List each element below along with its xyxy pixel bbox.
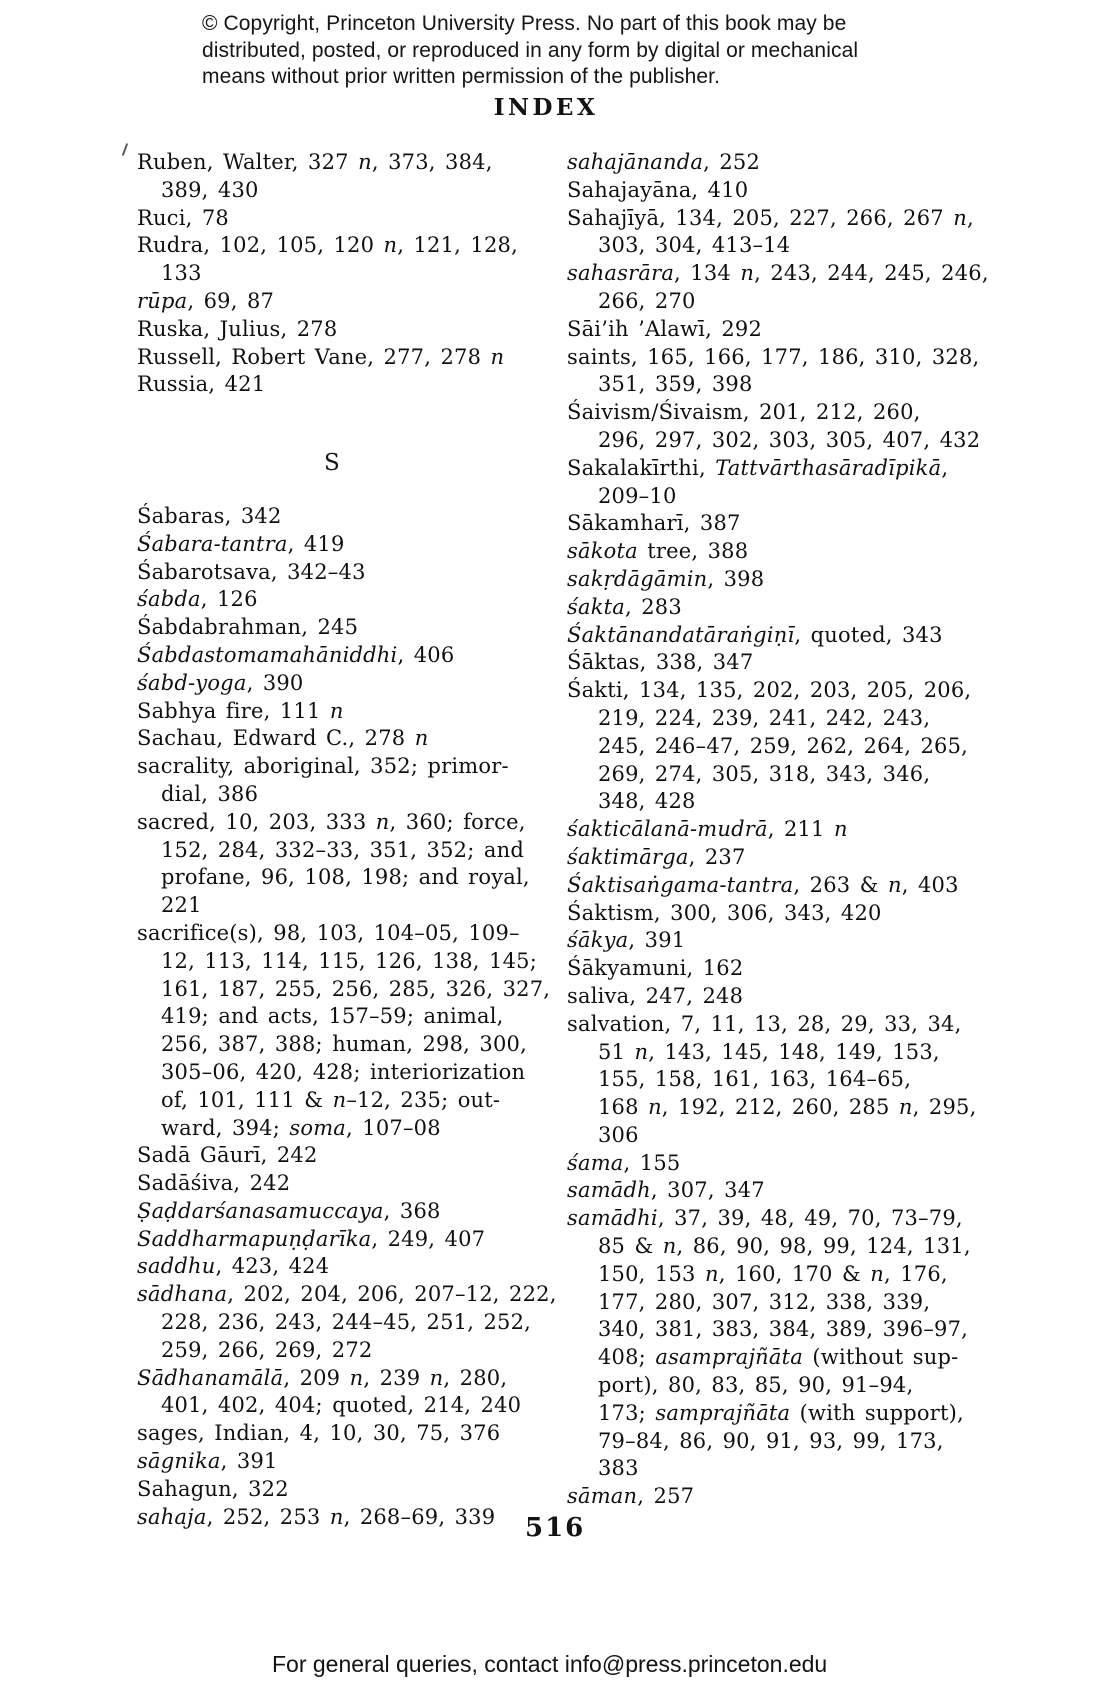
index-line: sāgnika, 391 bbox=[137, 1449, 278, 1474]
index-line: Śaktisaṅgama-tantra, 263 & n, 403 bbox=[567, 872, 959, 897]
index-line: saints, 165, 166, 177, 186, 310, 328, bbox=[567, 344, 980, 369]
index-line: samādh, 307, 347 bbox=[567, 1178, 765, 1203]
index-column-right bbox=[567, 149, 997, 1511]
index-line: 408; asamprajñāta (without sup- bbox=[598, 1345, 959, 1370]
index-line: 256, 387, 388; human, 298, 300, bbox=[161, 1032, 527, 1057]
index-line: Sadā Gāurī, 242 bbox=[137, 1143, 318, 1168]
index-line: śākya, 391 bbox=[567, 928, 686, 953]
index-line: 259, 266, 269, 272 bbox=[161, 1337, 373, 1362]
index-line: Russell, Robert Vane, 277, 278 n bbox=[137, 344, 505, 369]
index-line: Sakalakīrthi, Tattvārthasāradīpikā, bbox=[567, 455, 949, 480]
index-line: 351, 359, 398 bbox=[598, 372, 753, 397]
index-line: Śākyamuni, 162 bbox=[567, 956, 744, 981]
index-line: 152, 284, 332–33, 351, 352; and bbox=[161, 837, 524, 862]
index-line: sādhana, 202, 204, 206, 207–12, 222, bbox=[137, 1282, 557, 1307]
index-line: 209–10 bbox=[598, 483, 677, 508]
copyright-line: means without prior written permission of the publisher. bbox=[202, 65, 721, 88]
index-line: 348, 428 bbox=[598, 789, 696, 814]
page-number: 516 bbox=[525, 1513, 586, 1543]
index-line: Śaivism/Śivaism, 201, 212, 260, bbox=[567, 400, 921, 425]
index-line: 155, 158, 161, 163, 164–65, bbox=[598, 1067, 912, 1092]
index-line: samādhi, 37, 39, 48, 49, 70, 73–79, bbox=[567, 1206, 963, 1231]
page-title: INDEX bbox=[493, 94, 599, 121]
index-line: Russia, 421 bbox=[137, 372, 266, 397]
index-line: 173; samprajñāta (with support), bbox=[598, 1400, 964, 1425]
index-line: 161, 187, 255, 256, 285, 326, 327, bbox=[161, 976, 551, 1001]
index-line: sages, Indian, 4, 10, 30, 75, 376 bbox=[137, 1421, 501, 1446]
index-line: śakticālanā-mudrā, 211 n bbox=[567, 817, 848, 842]
index-line: saddhu, 423, 424 bbox=[137, 1254, 330, 1279]
index-line: salvation, 7, 11, 13, 28, 29, 33, 34, bbox=[567, 1011, 962, 1036]
index-line: 79–84, 86, 90, 91, 93, 99, 173, bbox=[598, 1428, 944, 1453]
index-line: 266, 270 bbox=[598, 288, 696, 313]
footer-contact: For general queries, contact info@press.princeton.edu bbox=[272, 1651, 828, 1677]
scan-artifact-mark bbox=[122, 143, 128, 156]
index-line: śabda, 126 bbox=[137, 587, 258, 612]
index-line: Sabhya fire, 111 n bbox=[137, 698, 344, 723]
index-line: Sādhanamālā, 209 n, 239 n, 280, bbox=[137, 1365, 508, 1390]
index-line: sacred, 10, 203, 333 n, 360; force, bbox=[137, 809, 526, 834]
index-line: dial, 386 bbox=[161, 781, 259, 806]
index-line: 12, 113, 114, 115, 126, 138, 145; bbox=[161, 948, 537, 973]
index-line: Śabaras, 342 bbox=[137, 503, 282, 528]
index-line: 51 n, 143, 145, 148, 149, 153, bbox=[598, 1039, 940, 1064]
index-line: Sachau, Edward C., 278 n bbox=[137, 726, 429, 751]
index-column-left bbox=[137, 149, 557, 1531]
index-line: ward, 394; soma, 107–08 bbox=[161, 1115, 441, 1140]
index-line: 177, 280, 307, 312, 338, 339, bbox=[598, 1289, 931, 1314]
index-line: Sadāśiva, 242 bbox=[137, 1171, 291, 1196]
index-line: śakta, 283 bbox=[567, 594, 682, 619]
index-line: 340, 381, 383, 384, 389, 396–97, bbox=[598, 1317, 969, 1342]
index-line: rūpa, 69, 87 bbox=[137, 288, 275, 313]
index-line: Śabdastomamahāniddhi, 406 bbox=[137, 642, 455, 667]
index-line: Sākamharī, 387 bbox=[567, 511, 741, 536]
index-line: sakṛdāgāmin, 398 bbox=[567, 566, 765, 591]
index-line: profane, 96, 108, 198; and royal, bbox=[161, 865, 530, 890]
index-line: 150, 153 n, 160, 170 & n, 176, bbox=[598, 1261, 948, 1286]
index-line: saliva, 247, 248 bbox=[567, 983, 744, 1008]
index-line: 269, 274, 305, 318, 343, 346, bbox=[598, 761, 931, 786]
index-line: Ruska, Julius, 278 bbox=[137, 316, 338, 341]
index-line: Śabdabrahman, 245 bbox=[137, 615, 359, 640]
index-line: of, 101, 111 & n–12, 235; out- bbox=[161, 1087, 501, 1112]
index-line: 168 n, 192, 212, 260, 285 n, 295, bbox=[598, 1095, 977, 1120]
index-line: 245, 246–47, 259, 262, 264, 265, bbox=[598, 733, 969, 758]
index-line: Saddharmapuṇḍarīka, 249, 407 bbox=[137, 1226, 486, 1251]
index-line: Rudra, 102, 105, 120 n, 121, 128, bbox=[137, 233, 518, 258]
index-line: 296, 297, 302, 303, 305, 407, 432 bbox=[598, 427, 981, 452]
index-line: sacrality, aboriginal, 352; primor- bbox=[137, 754, 509, 779]
index-line: sahaja, 252, 253 n, 268–69, 339 bbox=[137, 1504, 496, 1529]
index-line: 305–06, 420, 428; interiorization bbox=[161, 1059, 526, 1084]
index-line: 219, 224, 239, 241, 242, 243, bbox=[598, 705, 931, 730]
index-line: sahasrāra, 134 n, 243, 244, 245, 246, bbox=[567, 261, 989, 286]
copyright-line: distributed, posted, or reproduced in any form by digital or mechanical bbox=[202, 38, 859, 62]
index-line: Sahajīyā, 134, 205, 227, 266, 267 n, bbox=[567, 205, 974, 230]
index-line: Śabarotsava, 342–43 bbox=[137, 559, 366, 584]
index-line: Ṣaḍdarśanasamuccaya, 368 bbox=[137, 1198, 441, 1223]
index-line: Śāktas, 338, 347 bbox=[567, 650, 754, 675]
index-line: Sāi’ih ’Alawī, 292 bbox=[567, 316, 763, 341]
index-line: 133 bbox=[161, 261, 202, 286]
index-line: Ruben, Walter, 327 n, 373, 384, bbox=[137, 150, 493, 174]
index-line: Śakti, 134, 135, 202, 203, 205, 206, bbox=[567, 678, 972, 703]
index-line: Śaktism, 300, 306, 343, 420 bbox=[567, 900, 882, 925]
index-line: 419; and acts, 157–59; animal, bbox=[161, 1004, 504, 1029]
index-line: Śaktānandatāraṅgiṇī, quoted, 343 bbox=[567, 622, 943, 647]
index-line: Śabara-tantra, 419 bbox=[137, 531, 345, 556]
index-line: sahajānanda, 252 bbox=[567, 150, 761, 174]
index-line: 303, 304, 413–14 bbox=[598, 233, 791, 258]
index-line: śaktimārga, 237 bbox=[567, 844, 746, 869]
index-line: 228, 236, 243, 244–45, 251, 252, bbox=[161, 1310, 532, 1335]
index-line: sākota tree, 388 bbox=[567, 539, 749, 564]
index-line: 383 bbox=[598, 1456, 639, 1481]
index-line: śama, 155 bbox=[567, 1150, 681, 1175]
copyright-line: © Copyright, Princeton University Press. No part of this book may be bbox=[202, 12, 847, 35]
index-line: 221 bbox=[161, 893, 202, 918]
index-line: śabd-yoga, 390 bbox=[137, 670, 304, 695]
copyright-notice bbox=[202, 11, 858, 91]
index-line: Sahajayāna, 410 bbox=[567, 177, 749, 202]
section-heading: S bbox=[324, 450, 340, 477]
index-line: port), 80, 83, 85, 90, 91–94, bbox=[598, 1373, 914, 1398]
index-line: sacrifice(s), 98, 103, 104–05, 109– bbox=[137, 920, 520, 945]
index-line: Sahagun, 322 bbox=[137, 1476, 289, 1501]
index-line: Ruci, 78 bbox=[137, 205, 229, 230]
index-line: 306 bbox=[598, 1122, 639, 1147]
index-line: 389, 430 bbox=[161, 177, 259, 202]
index-line: 401, 402, 404; quoted, 214, 240 bbox=[161, 1393, 522, 1418]
index-line: 85 & n, 86, 90, 98, 99, 124, 131, bbox=[598, 1234, 971, 1259]
index-line: sāman, 257 bbox=[567, 1484, 695, 1509]
